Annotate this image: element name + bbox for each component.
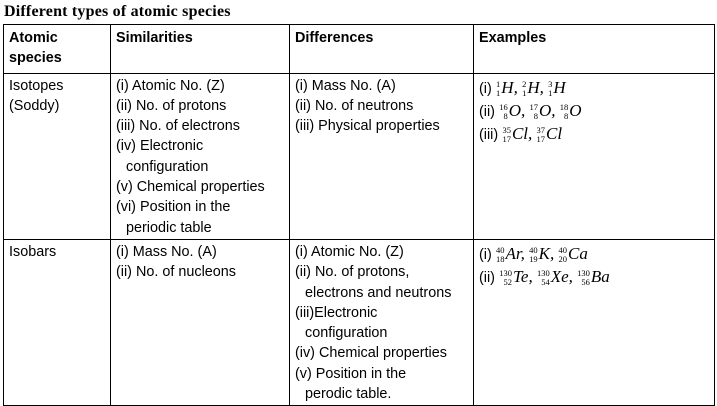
table-row-isobars — [4, 239, 715, 405]
similarity-item: (iii) No. of electrons — [116, 118, 240, 135]
mass-number: 40 — [529, 244, 538, 255]
nuclide-numbers — [496, 80, 500, 98]
examples-cell — [474, 73, 715, 239]
similarities-cell — [111, 239, 290, 405]
difference-item: (ii) No. of protons, — [295, 264, 410, 281]
nuclide-numbers — [499, 269, 512, 287]
difference-item: (iv) Chemical properties — [295, 345, 447, 362]
separator: , — [551, 100, 560, 120]
nuclide-symbol — [499, 267, 528, 286]
element-symbol: Te — [512, 266, 529, 286]
element-symbol: Ba — [590, 266, 610, 286]
example-label: (ii) — [479, 269, 495, 286]
nuclide-symbol — [560, 101, 582, 120]
difference-item: (iii) Physical properties — [295, 118, 440, 135]
header-cell-text: Differences — [295, 30, 374, 46]
atomic-number: 8 — [564, 110, 569, 121]
element-symbol: Ar — [505, 243, 521, 263]
difference-item: perodic table. — [305, 386, 392, 403]
example-label: (iii) — [479, 126, 499, 143]
nuclide-symbol — [530, 101, 552, 120]
species-name: Isotopes — [9, 77, 64, 94]
similarity-item: (ii) No. of protons — [116, 97, 227, 114]
nuclide-numbers — [577, 269, 590, 287]
atomic-number: 52 — [503, 276, 512, 287]
atomic-number: 1 — [522, 87, 527, 98]
nuclide-numbers — [530, 103, 539, 121]
separator: , — [521, 100, 530, 120]
page-title: Different types of atomic species — [4, 3, 231, 20]
example-line — [479, 122, 708, 145]
header-differences — [290, 25, 474, 74]
species-cell — [4, 73, 111, 239]
similarity-item: periodic table — [126, 219, 212, 236]
nuclide-numbers — [548, 80, 552, 98]
difference-item: (v) Position in the — [295, 365, 407, 382]
atomic-number: 1 — [548, 87, 553, 98]
nuclide-symbol — [559, 244, 588, 263]
example-line — [479, 242, 708, 265]
element-symbol: Xe — [550, 266, 569, 286]
element-symbol: Ca — [568, 243, 588, 263]
nuclide-symbol — [496, 78, 514, 97]
nuclide-symbol — [496, 244, 521, 263]
mass-number: 2 — [522, 78, 527, 89]
mass-number: 37 — [536, 124, 545, 135]
table-row-isotopes — [4, 73, 715, 239]
separator: , — [550, 243, 559, 263]
example-label: (i) — [479, 246, 492, 263]
nuclide-symbol — [537, 124, 563, 143]
atomic-number: 8 — [533, 110, 539, 121]
atomic-number: 20 — [558, 253, 568, 264]
species-discoverer: (Soddy) — [9, 97, 60, 114]
similarity-item: (ii) No. of nucleons — [116, 264, 236, 281]
nuclide-numbers — [537, 126, 546, 144]
atomic-number: 17 — [502, 133, 511, 144]
element-symbol: Cl — [511, 123, 528, 143]
example-label: (i) — [479, 80, 492, 97]
difference-item: (i) Mass No. (A) — [295, 77, 396, 94]
separator: , — [528, 123, 537, 143]
mass-number: 35 — [502, 124, 511, 135]
mass-number: 3 — [548, 78, 553, 89]
nuclide-numbers — [537, 269, 550, 287]
separator: , — [520, 243, 530, 263]
header-examples — [474, 25, 715, 74]
element-symbol: H — [501, 77, 514, 97]
nuclide-numbers — [496, 246, 505, 264]
similarity-item: (i) Atomic No. (Z) — [116, 77, 225, 94]
nuclide-numbers — [529, 246, 538, 264]
header-cell-text: Atomic species — [9, 30, 62, 67]
atomic-number: 8 — [503, 110, 508, 121]
similarity-item: (v) Chemical properties — [116, 179, 265, 196]
nuclide-symbol — [502, 124, 528, 143]
mass-number: 1 — [496, 78, 501, 89]
difference-item: (i) Atomic No. (Z) — [295, 243, 404, 260]
differences-cell — [290, 73, 474, 239]
header-row — [4, 25, 715, 74]
mass-number: 130 — [499, 267, 512, 278]
similarity-item: configuration — [126, 158, 209, 175]
nuclide-numbers — [522, 80, 526, 98]
mass-number: 130 — [577, 267, 590, 278]
separator: , — [513, 77, 523, 97]
mass-number: 16 — [499, 101, 508, 112]
examples-cell — [474, 239, 715, 405]
example-line — [479, 76, 708, 99]
species-cell — [4, 239, 111, 405]
element-symbol: Cl — [546, 123, 563, 143]
similarity-item: (vi) Position in the — [116, 199, 231, 216]
element-symbol: O — [569, 100, 582, 120]
example-line — [479, 99, 708, 122]
difference-item: (ii) No. of neutrons — [295, 97, 414, 114]
atomic-number: 19 — [529, 253, 538, 264]
atomic-number: 1 — [496, 87, 501, 98]
difference-item: (iii)Electronic — [295, 304, 378, 321]
mass-number: 17 — [529, 101, 539, 112]
separator: , — [528, 266, 537, 286]
example-label: (ii) — [479, 103, 495, 120]
nuclide-numbers — [499, 103, 508, 121]
element-symbol: H — [553, 77, 566, 97]
differences-cell — [290, 239, 474, 405]
mass-number: 18 — [559, 101, 569, 112]
nuclide-numbers — [502, 126, 511, 144]
nuclide-numbers — [559, 246, 568, 264]
examples-list — [479, 242, 708, 288]
mass-number: 130 — [536, 267, 550, 278]
nuclide-symbol — [522, 78, 540, 97]
header-atomic-species — [4, 25, 111, 74]
atomic-number: 18 — [496, 253, 505, 264]
nuclide-numbers — [560, 103, 569, 121]
separator: , — [568, 266, 578, 286]
header-cell-text: Similarities — [116, 30, 193, 46]
nuclide-symbol — [548, 78, 566, 97]
nuclide-symbol — [499, 101, 521, 120]
similarity-item: (iv) Electronic — [116, 138, 204, 155]
atomic-number: 54 — [541, 276, 550, 287]
mass-number: 40 — [496, 244, 505, 255]
similarity-item: (i) Mass No. (A) — [116, 243, 217, 260]
atomic-species-table — [3, 24, 715, 406]
header-similarities — [111, 25, 290, 74]
difference-item: configuration — [305, 325, 388, 342]
nuclide-symbol — [577, 267, 610, 286]
element-symbol: O — [508, 100, 522, 120]
atomic-number: 56 — [581, 276, 590, 287]
nuclide-symbol — [537, 267, 569, 286]
similarities-cell — [111, 73, 290, 239]
header-cell-text: Examples — [479, 30, 547, 46]
difference-item: electrons and neutrons — [305, 284, 452, 301]
example-line — [479, 265, 708, 288]
element-symbol: O — [539, 100, 552, 120]
nuclide-symbol — [529, 244, 550, 263]
atomic-number: 17 — [536, 133, 545, 144]
element-symbol: H — [527, 77, 540, 97]
examples-list — [479, 76, 708, 145]
mass-number: 40 — [558, 244, 568, 255]
element-symbol: K — [538, 243, 551, 263]
separator: , — [539, 77, 549, 97]
species-name: Isobars — [9, 243, 57, 260]
